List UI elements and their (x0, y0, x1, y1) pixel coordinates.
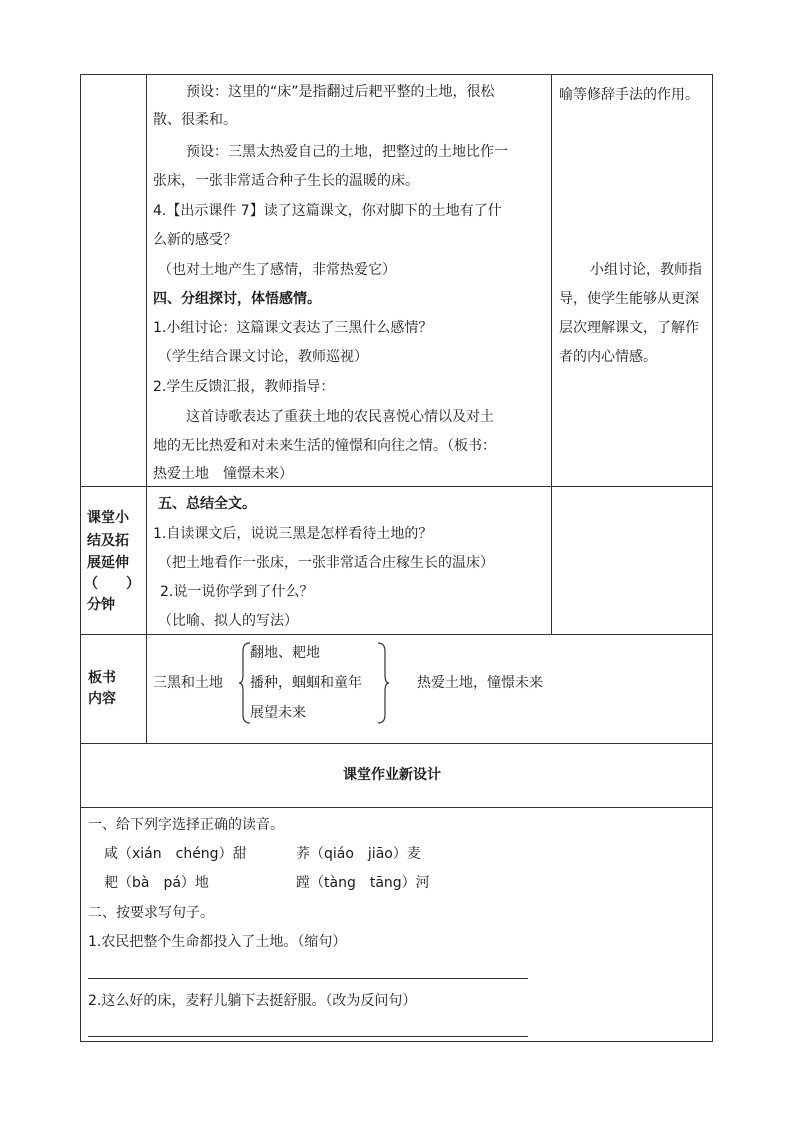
summary-line: （把土地看作一张床，一张非常适合庄稼生长的温床） (158, 555, 494, 571)
content-line: 4.【出示课件 7】读了这篇课文，你对脚下的土地有了什 (153, 203, 502, 219)
note-line: 者的内心情感。 (559, 349, 657, 365)
answer-blank-line[interactable] (88, 1036, 528, 1037)
note-line: 层次理解课文，了解作 (559, 320, 699, 336)
content-line: 地的无比热爱和对未来生活的憧憬和向往之情。（板书： (153, 438, 496, 454)
row-divider-homework-heading (80, 743, 713, 744)
row-divider-summary (80, 486, 713, 487)
pinyin-choice: 咸（xián chéng）甜 (104, 846, 247, 862)
board-item: 翻地、耙地 (250, 645, 320, 661)
board-item: 播种，蝈蝈和童年 (250, 675, 362, 691)
summary-line: 2.说一说你学到了什么？ (160, 584, 314, 600)
homework-line: 2.这么好的床，麦籽儿躺下去挺舒服。（改为反问句） (88, 993, 417, 1009)
row-divider-homework-body (80, 807, 713, 808)
right-brace (376, 641, 390, 725)
summary-label: 课堂小 (87, 510, 129, 526)
row-divider-board (80, 634, 713, 635)
content-line: 1.小组讨论：这篇课文表达了三黑什么感情？ (153, 320, 433, 336)
column-divider-notes (551, 74, 552, 634)
content-line: 张床，一张非常适合种子生长的温暖的床。 (153, 173, 419, 189)
summary-label: 展延伸 (87, 555, 129, 571)
summary-label: 分钟 (87, 597, 115, 613)
homework-heading: 课堂作业新设计 (343, 767, 441, 783)
summary-line: （比喻、拟人的写法） (158, 613, 298, 629)
content-line: 热爱土地 憧憬未来） (153, 466, 293, 482)
section-heading: 四、分组探讨，体悟感情。 (153, 291, 321, 307)
section-heading: 五、总结全文。 (158, 496, 256, 512)
homework-line: 二、按要求写句子。 (88, 905, 214, 921)
note-line: 小组讨论，教师指 (590, 262, 702, 278)
board-label: 内容 (88, 691, 116, 707)
content-line: （学生结合课文讨论，教师巡视） (158, 349, 368, 365)
pinyin-choice: 蹚（tàng tāng）河 (296, 875, 430, 891)
board-item: 展望未来 (250, 705, 306, 721)
content-line: 预设：三黑太热爱自己的土地，把整过的土地比作一 (186, 144, 508, 160)
board-label: 板书 (88, 670, 116, 686)
homework-line: 1.农民把整个生命都投入了土地。（缩句） (88, 934, 347, 950)
summary-label: 结及拓 (87, 533, 129, 549)
summary-line: 1.自读课文后，说说三黑是怎样看待土地的？ (153, 526, 433, 542)
note-line: 导，使学生能够从更深 (559, 291, 699, 307)
content-line: 2.学生反馈汇报，教师指导： (153, 379, 335, 395)
content-line: （也对土地产生了感情，非常热爱它） (158, 262, 396, 278)
homework-line: 一、给下列字选择正确的读音。 (88, 817, 284, 833)
answer-blank-line[interactable] (88, 978, 528, 979)
content-line: 么新的感受？ (153, 232, 237, 248)
pinyin-choice: 荞（qiáo jiāo）麦 (296, 846, 421, 862)
content-line: 预设：这里的“床”是指翻过后耙平整的土地，很松 (186, 84, 495, 100)
summary-label: （ ） (84, 576, 140, 592)
board-conclusion: 热爱土地，憧憬未来 (417, 675, 543, 691)
content-line: 这首诗歌表达了重获土地的农民喜悦心情以及对土 (186, 409, 494, 425)
note-line: 喻等修辞手法的作用。 (559, 87, 699, 103)
content-line: 散、很柔和。 (153, 112, 237, 128)
pinyin-choice: 耙（bà pá）地 (104, 875, 209, 891)
column-divider-label (146, 74, 147, 743)
board-title: 三黑和土地 (153, 675, 223, 691)
